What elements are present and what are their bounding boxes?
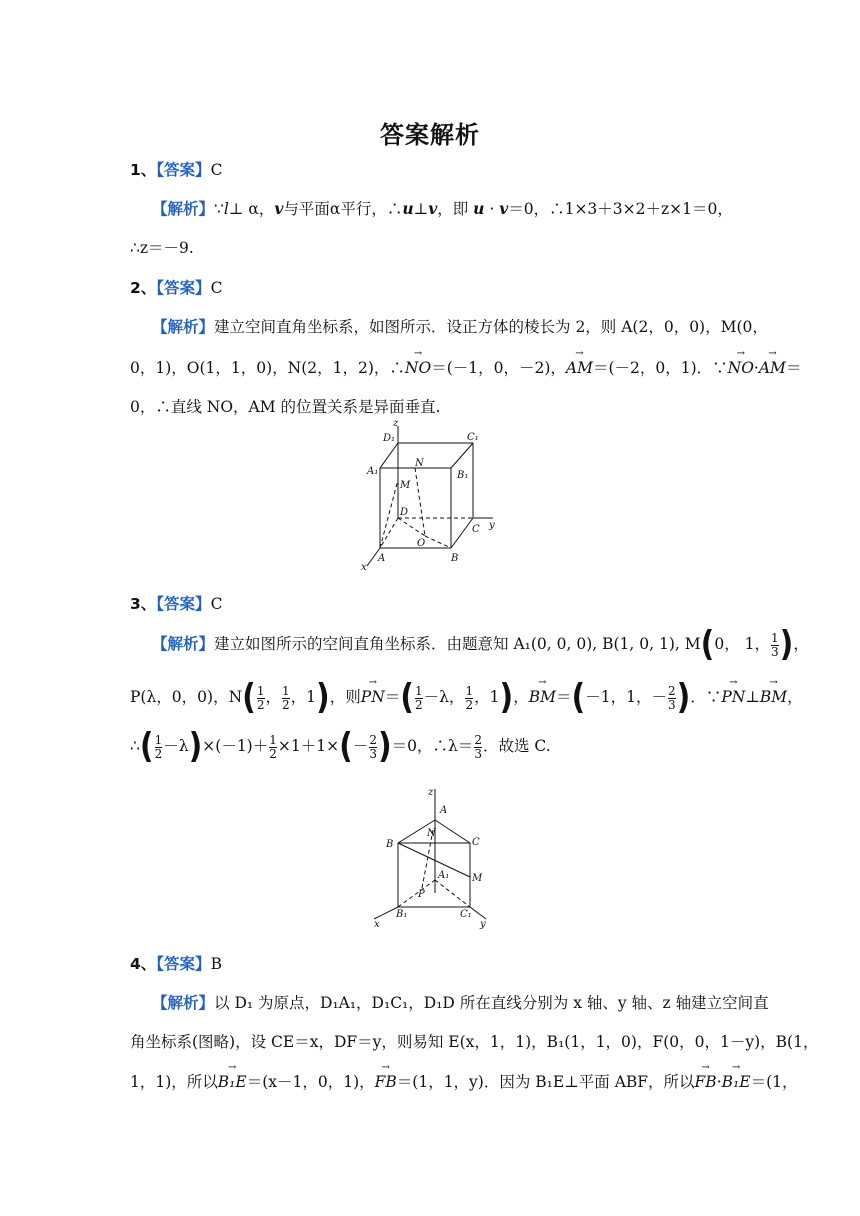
q2-answer-tag: 【答案】 (156, 279, 211, 297)
fig1-label: N (415, 458, 424, 469)
q3-answer-line (130, 592, 222, 614)
vector-bm: → BM (529, 688, 556, 706)
q4-answer: B (210, 955, 222, 973)
q3-text: ∴ (130, 737, 140, 755)
paren-left: ( (242, 677, 256, 718)
q1-text: v (428, 199, 438, 218)
fig1-label: A₁ (367, 466, 379, 477)
q1-text: l (223, 200, 229, 218)
segment-am (380, 480, 398, 548)
cube-edge (451, 518, 473, 548)
fraction (668, 685, 676, 712)
fig2-label: C (472, 837, 480, 848)
hidden-edge (398, 880, 435, 907)
q3-text: －λ (163, 737, 189, 755)
q1-text: v (499, 199, 509, 218)
paren-right: ) (377, 726, 392, 767)
paren-left: ( (339, 726, 353, 767)
q2-text: ＝(－1，0，－2)， (431, 359, 566, 377)
q4-number: 4、 (130, 955, 157, 973)
q3-text: ，1 (474, 688, 500, 706)
fig1-label: D (400, 507, 409, 518)
fig2-label: P (418, 889, 425, 900)
q3-text: ×(－1)＋ (202, 737, 269, 755)
q3-answer-tag: 【答案】 (156, 595, 211, 613)
numerator: 2 (369, 732, 377, 747)
denominator: 2 (256, 697, 265, 712)
fraction (282, 685, 290, 712)
fig1-label: C₁ (467, 432, 479, 443)
paren-right: ) (188, 726, 203, 767)
paren-left: ( (700, 624, 715, 665)
fraction (474, 734, 482, 761)
q1-answer: C (210, 161, 223, 179)
fig1-label: A (378, 553, 386, 564)
page-title: 答案解析 (380, 121, 480, 149)
q2-analysis-tag: 【解析】 (152, 318, 215, 336)
q1-text: · (484, 200, 500, 218)
q3-analysis-line3 (130, 726, 551, 767)
vector-pn: → PN (721, 688, 745, 706)
fig1-label: B (451, 553, 459, 564)
fig2-label: B₁ (396, 909, 408, 920)
q1-answer-line (130, 158, 222, 180)
numerator: 1 (269, 732, 277, 747)
q1-text: u (402, 199, 414, 218)
q3-text: ，1 (290, 688, 317, 706)
q1-text: ＝0，∴1×3＋3×2＋z×1＝0， (508, 200, 733, 218)
denominator: 2 (154, 746, 163, 761)
y-axis (470, 907, 486, 919)
q1-text: ，即 (437, 200, 474, 218)
fig2-label: z (428, 787, 434, 798)
q4-text: ＝(1，1，y)．因为 B₁E⊥平面 ABF，所以 (396, 1073, 695, 1091)
q3-text: ，则 (329, 688, 361, 706)
segment-ob (425, 536, 451, 548)
fig1-label: M (400, 480, 411, 491)
paren-right: ) (779, 624, 794, 665)
denominator: 2 (415, 697, 423, 712)
q2-text: ＝ (785, 359, 802, 377)
fig2-label: A (440, 805, 448, 816)
q2-text: 0，1)，O(1，1，0)，N(2，1，2)，∴ (130, 359, 405, 377)
q3-text: － (352, 737, 369, 755)
q3-text: ＝ (384, 688, 401, 706)
denominator: 2 (465, 697, 474, 712)
fig2-label: B (386, 839, 394, 850)
cube-edge (380, 443, 398, 468)
segment-bm (398, 843, 470, 877)
fig1-label: C (472, 524, 480, 535)
q3-text: ．故选 C. (483, 737, 551, 755)
figure-cube (355, 418, 505, 573)
vector-b1e: → B₁E (218, 1073, 247, 1091)
denominator: 2 (282, 697, 290, 712)
q4-analysis-line3 (130, 1070, 797, 1092)
paren-right: ) (676, 677, 691, 718)
q1-answer-tag: 【答案】 (156, 161, 211, 179)
fraction (771, 632, 779, 659)
q3-analysis-tag: 【解析】 (152, 635, 215, 653)
vector-no: → NO (405, 359, 431, 377)
q3-text: ， (513, 688, 529, 706)
fraction (465, 685, 473, 712)
fig1-label: B₁ (457, 470, 469, 481)
q1-number: 1、 (130, 161, 157, 179)
q1-text: ⊥ α， (228, 200, 275, 218)
q1-analysis-line1 (152, 197, 733, 219)
fig1-label: y (489, 520, 495, 531)
q4-text: 1，1)，所以 (130, 1073, 218, 1091)
denominator: 2 (269, 746, 277, 761)
q4-analysis-line1 (152, 991, 769, 1013)
q4-text: ＝(x－1，0，1)， (246, 1073, 375, 1091)
q4-answer-tag: 【答案】 (156, 955, 211, 973)
q4-analysis-tag: 【解析】 (152, 994, 215, 1012)
prism-edge (435, 820, 470, 843)
numerator: 1 (282, 683, 290, 698)
x-axis (374, 907, 398, 919)
q1-analysis-line2: ∴z＝－9. (130, 239, 194, 257)
q3-text: 0， 1， (714, 635, 770, 653)
vector-bm: → BM (760, 688, 787, 706)
q3-text: ＝ (555, 688, 572, 706)
q1-analysis-tag: 【解析】 (152, 200, 215, 218)
q2-analysis-line1 (152, 315, 768, 337)
fig2-label: N (427, 828, 436, 839)
q4-analysis-line2: 角坐标系(图略)，设 CE＝x，DF＝y，则易知 E(x，1，1)，B₁(1，1，0)，F(0，0，1－y)，B(1， (130, 1033, 819, 1051)
denominator: 3 (474, 746, 482, 761)
fraction (369, 734, 377, 761)
fig1-label: x (361, 562, 367, 573)
q3-answer: C (210, 595, 223, 613)
vector-fb: → FB (695, 1073, 717, 1091)
q1-text: u (473, 199, 485, 218)
q2-answer-line (130, 276, 222, 298)
q3-text: ．∵ (690, 688, 722, 706)
fraction (269, 734, 277, 761)
numerator: 1 (256, 683, 265, 698)
q3-text: －1，1，－ (585, 688, 667, 706)
q4-text: · (716, 1073, 722, 1091)
q1-text: 与平面α平行，∴ (283, 200, 403, 218)
vector-am: → AM (759, 359, 786, 377)
q2-text: 建立空间直角坐标系，如图所示．设正方体的棱长为 2，则 A(2，0，0)，M(0， (214, 318, 768, 336)
q3-text: ⊥ (745, 688, 760, 706)
fig2-label: C₁ (460, 909, 472, 920)
segment-no (415, 468, 425, 536)
q1-text: v (274, 199, 284, 218)
q3-text: ×1＋1× (277, 737, 340, 755)
fig2-label: x (374, 919, 380, 930)
q2-analysis-line3: 0，∴直线 NO，AM 的位置关系是异面垂直. (130, 398, 441, 416)
vector-am: → AM (566, 359, 593, 377)
hidden-edge (380, 518, 398, 548)
q4-answer-line (130, 952, 222, 974)
fig2-label: A₁ (438, 870, 450, 881)
q3-text: 建立如图所示的空间直角坐标系．由题意知 A₁(0, 0, 0), B(1, 0, 1), M (214, 635, 701, 653)
q2-text: · (753, 359, 759, 377)
paren-left: ( (400, 677, 414, 718)
fig1-label: D₁ (383, 433, 396, 444)
q2-text: ＝(－2，0，1)．∵ (592, 359, 728, 377)
fig1-label: z (393, 418, 399, 429)
fraction (257, 685, 265, 712)
denominator: 3 (369, 746, 377, 761)
q2-number: 2、 (130, 279, 157, 297)
numerator: 2 (474, 732, 482, 747)
q3-analysis-line1: 【解析】建立如图所示的空间直角坐标系．由题意知 A₁(0, 0, 0), B(1, 0, 1), M(0， 1， $\frac{1}{3}$ )， (152, 624, 809, 665)
numerator: 2 (667, 683, 676, 698)
fig2-label: M (472, 873, 483, 884)
q1-text: ∵ (214, 200, 224, 218)
q2-answer: C (210, 279, 223, 297)
q3-text: P(λ，0，0)，N (130, 688, 243, 706)
q4-text: 以 D₁ 为原点，D₁A₁，D₁C₁，D₁D 所在直线分别为 x 轴、y 轴、z 轴建立空间直 (214, 994, 769, 1012)
q3-text: ＝0，∴λ＝ (391, 737, 474, 755)
q4-text: ＝(1， (750, 1073, 798, 1091)
numerator: 1 (415, 683, 423, 698)
denominator: 3 (770, 644, 779, 659)
numerator: 1 (770, 630, 779, 645)
fig2-label: y (480, 919, 486, 930)
q3-analysis-line2: P(λ，0，0)，N( $\frac{1}{2}$ ， $\frac{1}{2}$ ，1)，则→ PN＝( $\frac{1}{2}$ －λ， $\frac{1}{2}$ ，1)，→ BM＝(－1，1，－ $\frac{2}{3}$ )．∵→ PN⊥→ BM， (130, 683, 803, 713)
segment-do (398, 518, 425, 536)
cube-edge (451, 443, 473, 468)
vector-no: → NO (728, 359, 754, 377)
fraction (155, 734, 163, 761)
paren-left: ( (139, 726, 154, 767)
figure-prism (360, 785, 500, 930)
denominator: 3 (667, 697, 676, 712)
paren-left: ( (571, 677, 586, 718)
paren-right: ) (316, 677, 330, 718)
vector-b1e: → B₁E (722, 1073, 751, 1091)
numerator: 1 (465, 683, 474, 698)
q1-text: ⊥ (413, 200, 429, 218)
vector-fb: → FB (375, 1073, 397, 1091)
q2-analysis-line2 (130, 356, 801, 378)
numerator: 1 (154, 732, 163, 747)
vector-pn: → PN (361, 688, 385, 706)
paren-right: ) (499, 677, 514, 718)
q3-number: 3、 (130, 595, 157, 613)
hidden-edge (435, 880, 470, 907)
fig1-label: O (417, 538, 426, 549)
fraction (415, 685, 423, 712)
q3-text: －λ， (423, 688, 465, 706)
